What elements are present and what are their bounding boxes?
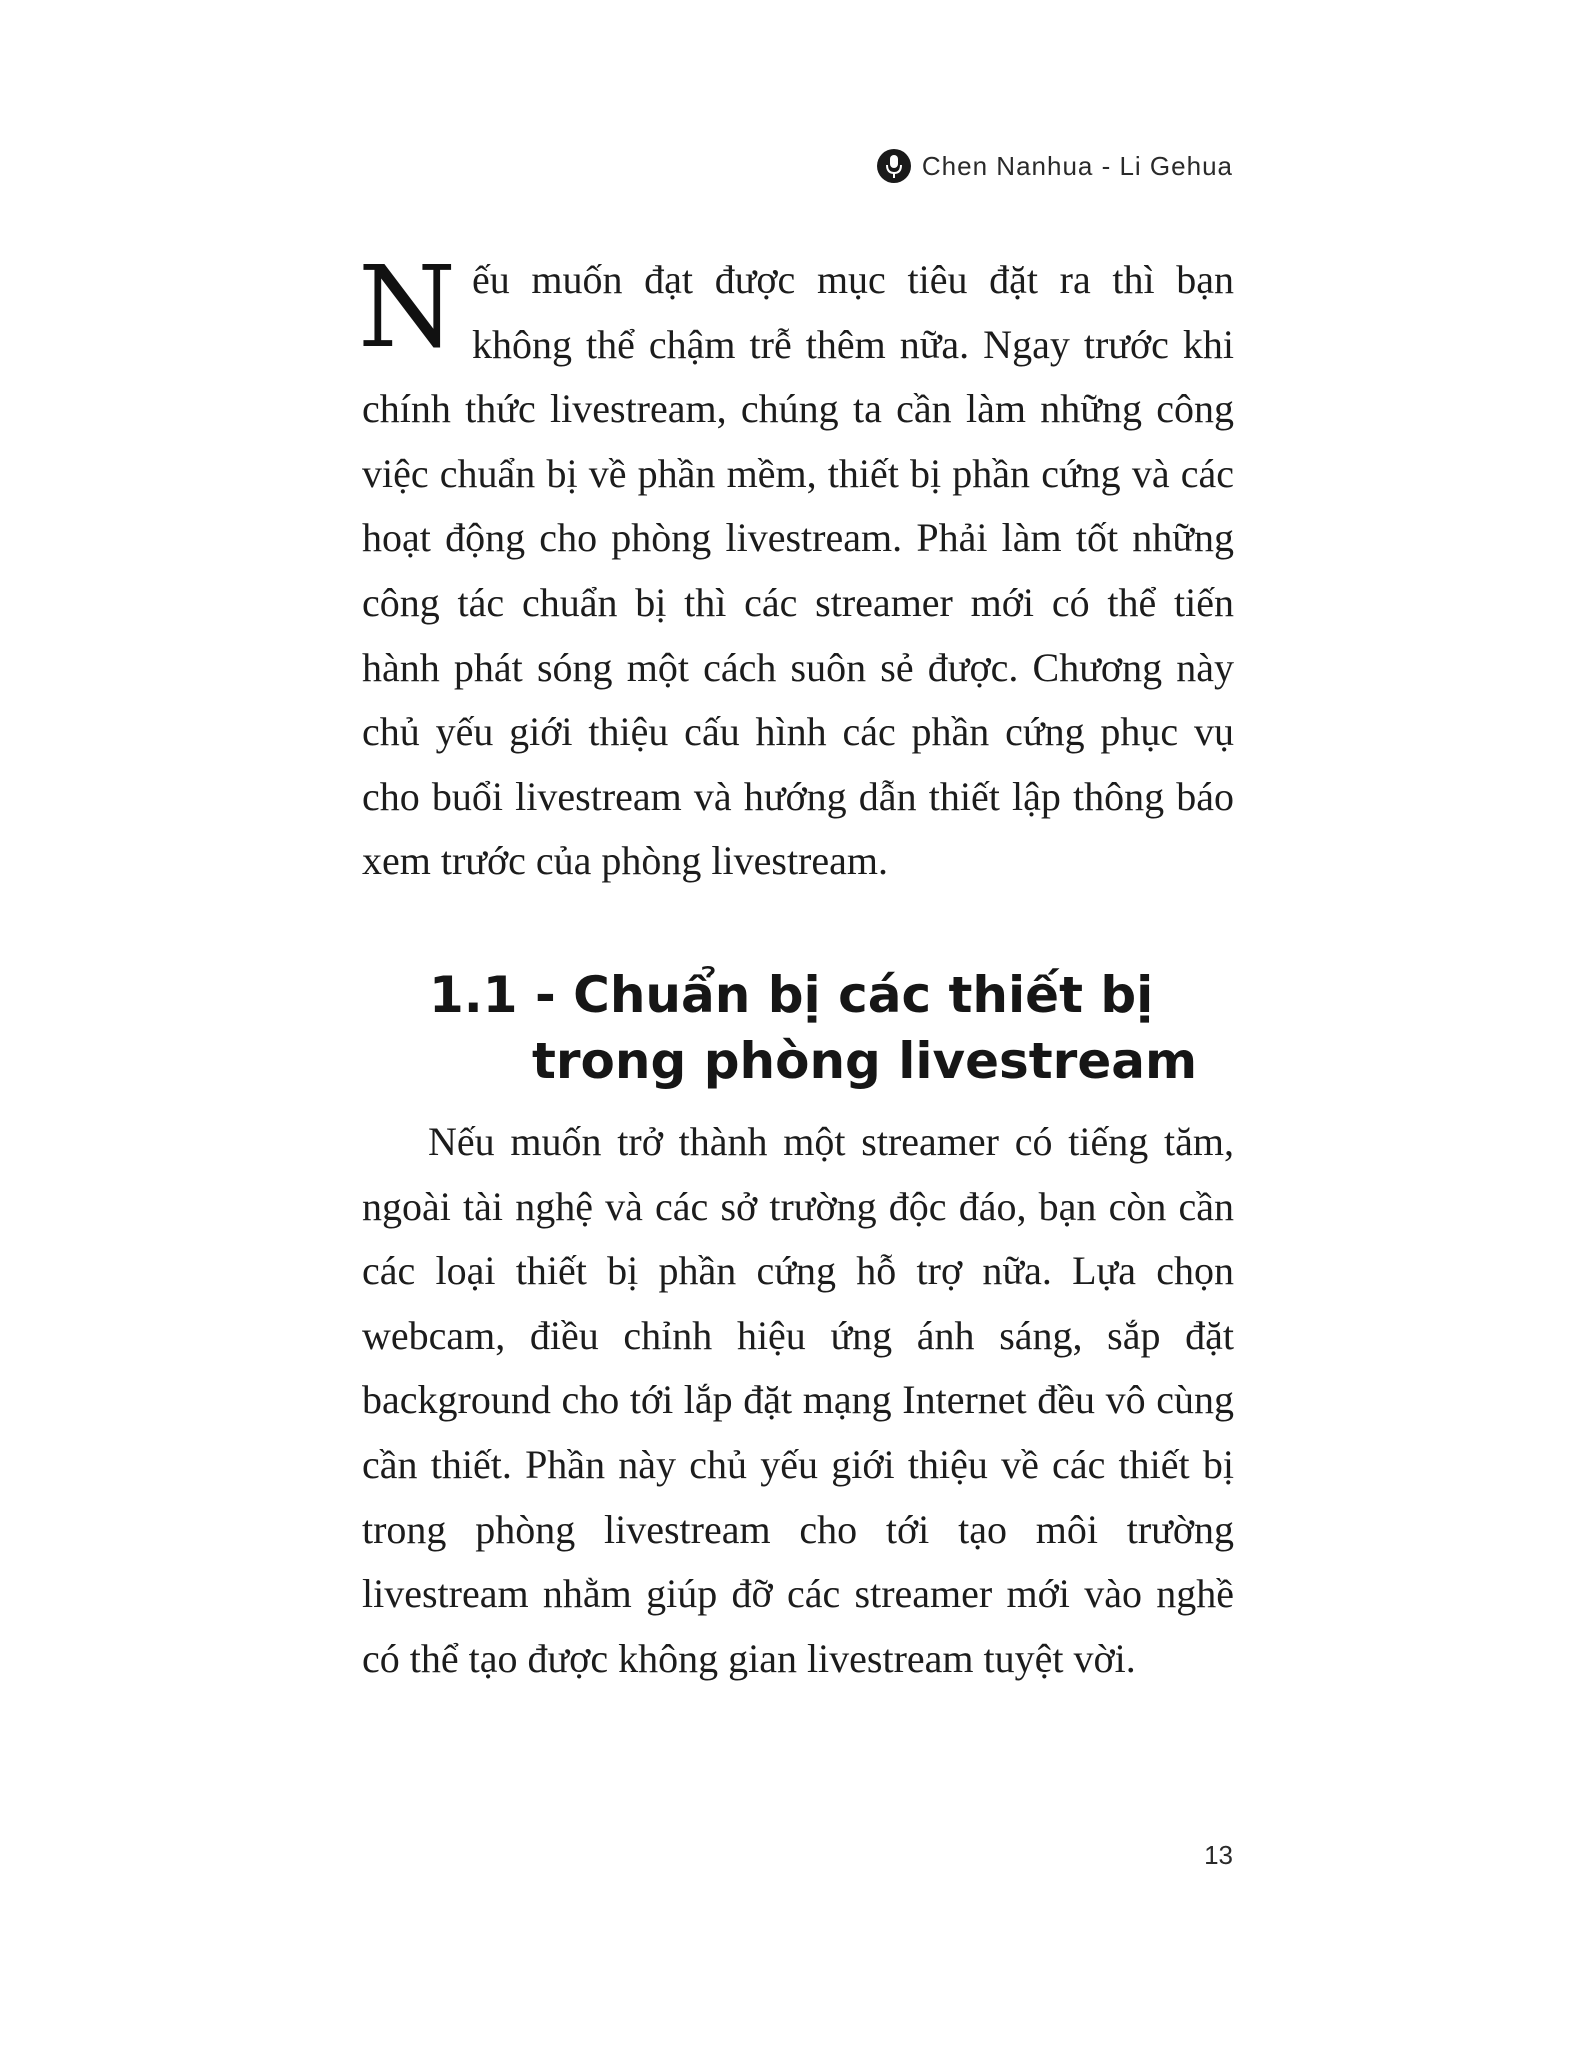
microphone-logo-icon [876,148,912,184]
drop-cap: N [358,243,456,373]
header-authors: Chen Nanhua - Li Gehua [921,150,1233,181]
intro-text: ếu muốn đạt được mục tiêu đặt ra thì bạn không thể chậm trễ thêm nữa. Ngay trước khi chính thức livestream, chúng ta cần làm những công việc chuẩn bị về phần mềm, thiết bị phần cứng và các hoạt động cho phòng livestream. Phải làm tốt những công tác chuẩn bị thì các streamer mới có thể tiến hành phát sóng một cách suôn sẻ được. Chương này chủ yếu giới thiệu cấu hình các phần cứng phục vụ cho buổi livestream và hướng dẫn thiết lập thông báo xem trước của phòng livestream. [362,257,1234,884]
intro-paragraph [358,243,1234,894]
page-content [358,243,1234,1691]
running-header [876,148,1233,184]
section-heading-line2: trong phòng livestream [532,1031,1198,1090]
section-heading [429,962,1234,1094]
section-body-paragraph: Nếu muốn trở thành một streamer có tiếng tăm, ngoài tài nghệ và các sở trường độc đáo, bạn còn cần các loại thiết bị phần cứng hỗ trợ nữa. Lựa chọn webcam, điều chỉnh hiệu ứng ánh sáng, sắp đặt background cho tới lắp đặt mạng Internet đều vô cùng cần thiết. Phần này chủ yếu giới thiệu về các thiết bị trong phòng livestream cho tới tạo môi trường livestream nhằm giúp đỡ các streamer mới vào nghề có thể tạo được không gian livestream tuyệt vời. [362,1118,1234,1681]
page-number: 13 [1204,1840,1233,1870]
section-heading-block [362,962,1234,1094]
section-heading-line1: 1.1 - Chuẩn bị các thiết bị [429,965,1154,1024]
